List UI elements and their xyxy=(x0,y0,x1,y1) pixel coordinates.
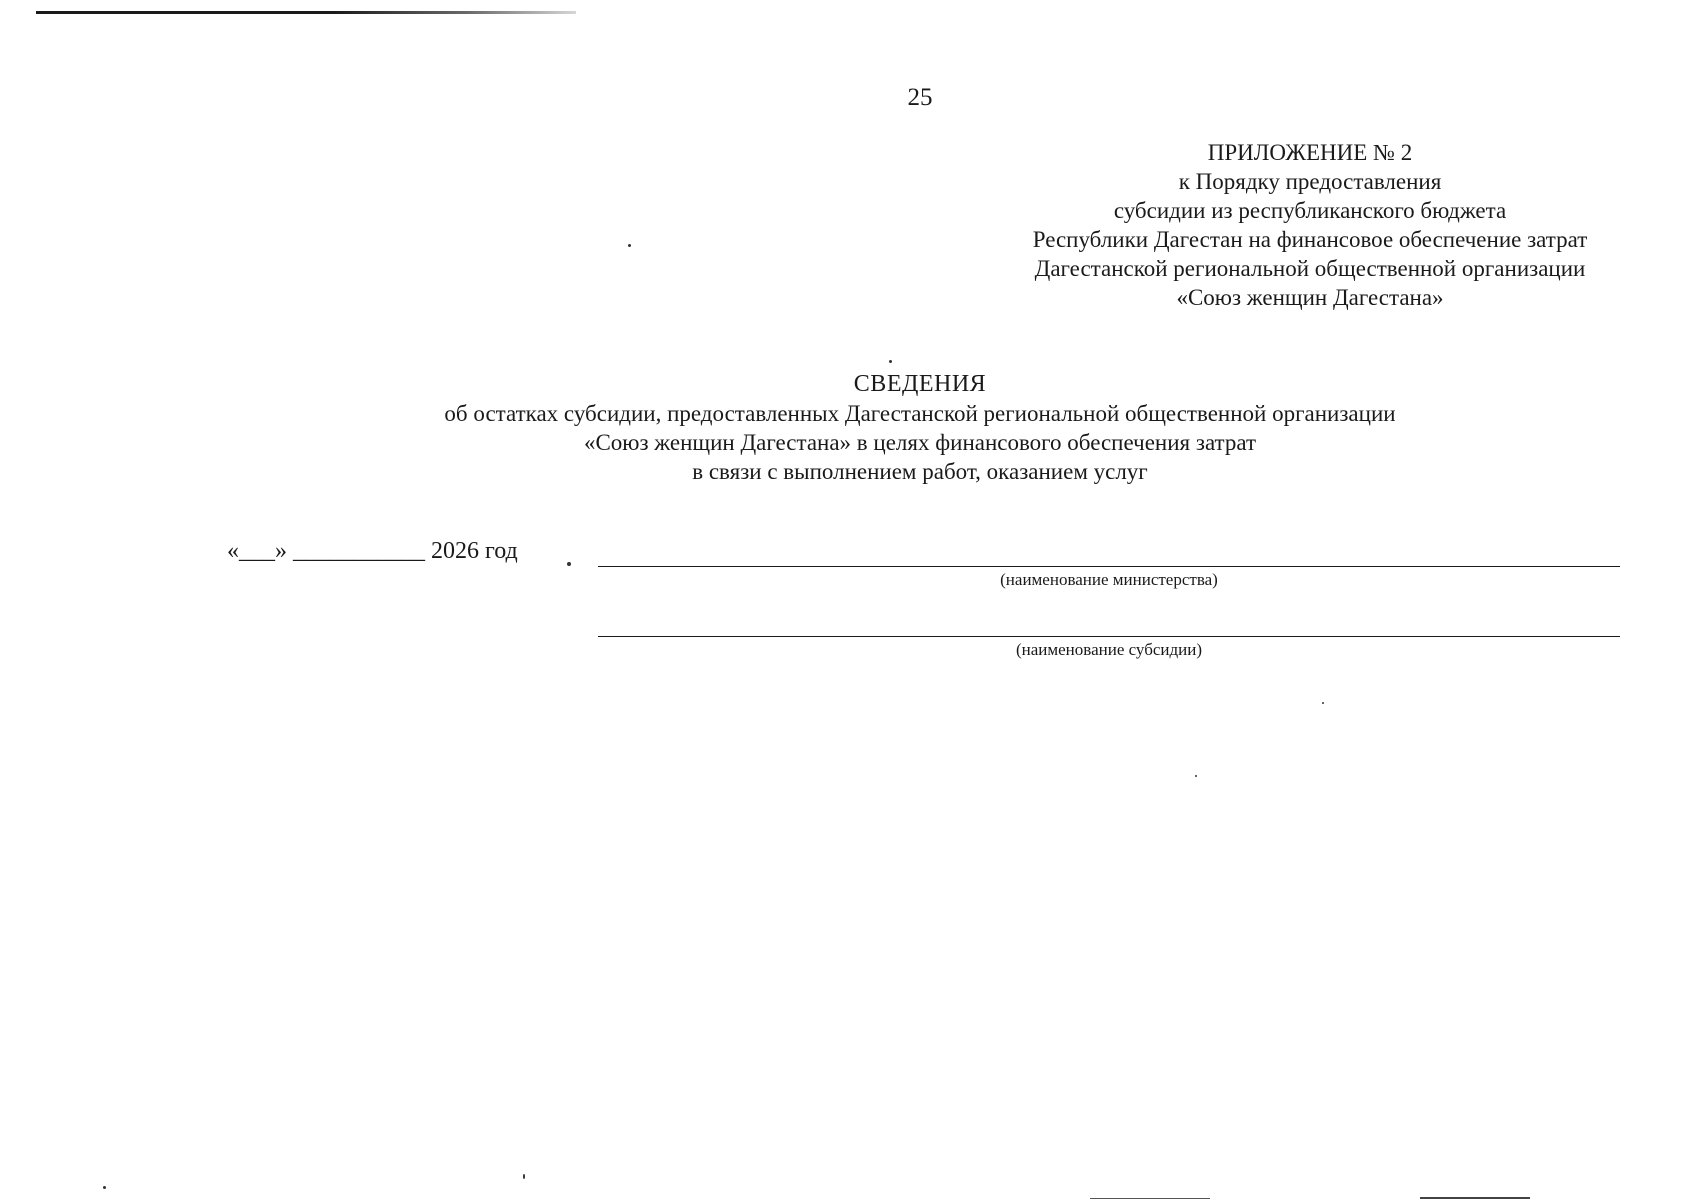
scan-speck xyxy=(567,562,571,566)
scan-speck xyxy=(889,360,892,363)
scan-top-rule xyxy=(36,11,576,14)
page-number: 25 xyxy=(907,84,933,111)
ministry-fill-line xyxy=(598,566,1620,567)
date-field: «___» ___________ 2026 год xyxy=(227,538,518,564)
scan-speck xyxy=(1195,775,1197,777)
scan-speck xyxy=(1322,702,1324,704)
appendix-line: к Порядку предоставления xyxy=(1178,169,1442,194)
scan-speck xyxy=(103,1186,106,1189)
appendix-title: ПРИЛОЖЕНИЕ № 2 xyxy=(1207,140,1413,165)
appendix-line: «Союз женщин Дагестана» xyxy=(1176,285,1444,310)
appendix-header xyxy=(980,138,1640,312)
subsidy-caption: (наименование субсидии) xyxy=(1015,640,1203,659)
subsidy-fill-line xyxy=(598,636,1620,637)
scan-speck xyxy=(628,244,631,247)
appendix-line: субсидии из республиканского бюджета xyxy=(1113,198,1507,223)
appendix-line: Республики Дагестан на финансовое обеспечение затрат xyxy=(1032,227,1588,252)
document-subtitle-line: об остатках субсидии, предоставленных Дагестанской региональной общественной организации xyxy=(444,401,1396,426)
document-title xyxy=(0,370,1686,486)
scan-bottom-mark xyxy=(1090,1198,1210,1199)
document-subtitle-line: «Союз женщин Дагестана» в целях финансового обеспечения затрат xyxy=(583,430,1257,455)
scan-bottom-mark xyxy=(1420,1197,1530,1199)
document-subtitle-line: в связи с выполнением работ, оказанием услуг xyxy=(692,459,1148,484)
ministry-caption: (наименование министерства) xyxy=(1000,570,1218,589)
appendix-line: Дагестанской региональной общественной организации xyxy=(1034,256,1586,281)
scan-speck xyxy=(523,1174,525,1179)
document-heading: СВЕДЕНИЯ xyxy=(853,371,987,397)
